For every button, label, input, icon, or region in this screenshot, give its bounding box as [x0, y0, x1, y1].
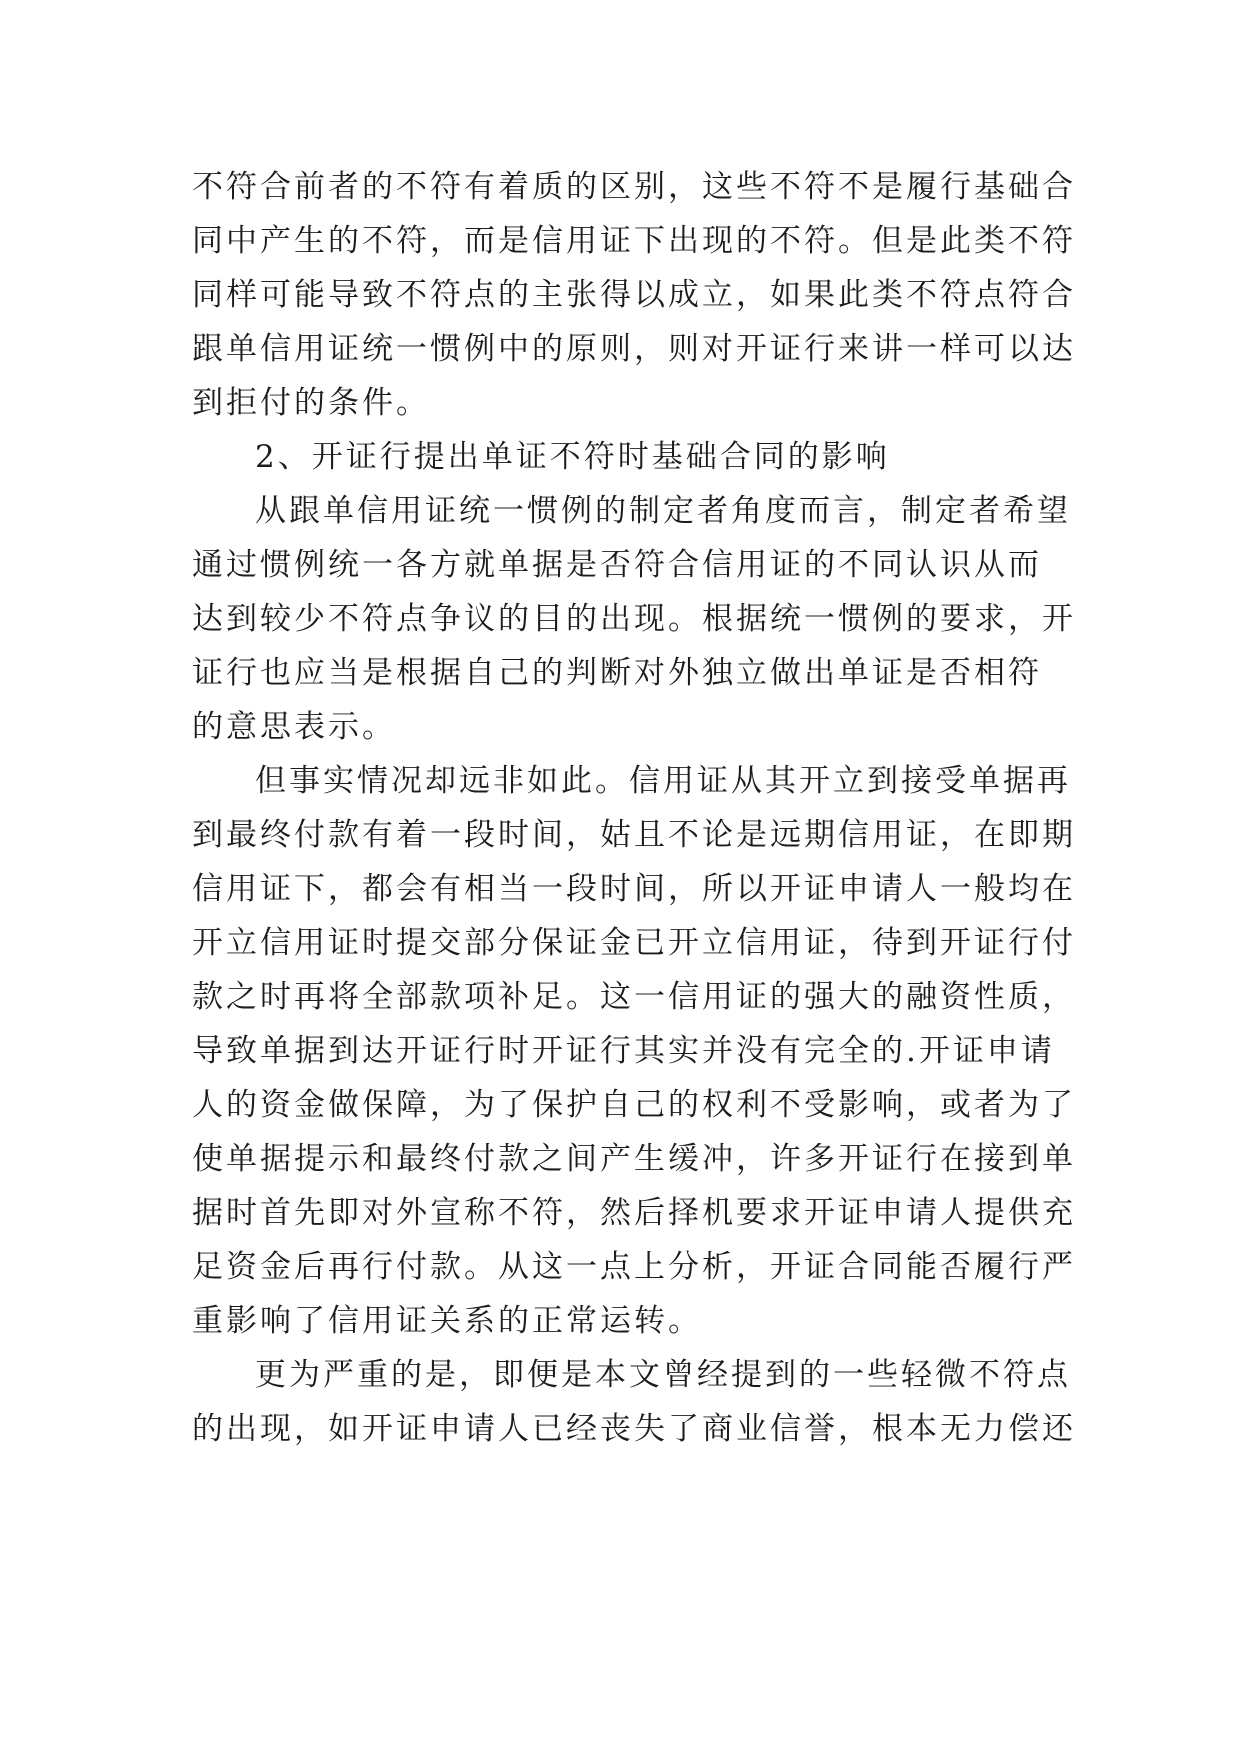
text-line: 更为严重的是，即便是本文曾经提到的一些轻微不符点: [255, 1357, 1071, 1393]
text-line: 重影响了信用证关系的正常运转。: [192, 1303, 702, 1339]
text-line: 到最终付款有着一段时间，姑且不论是远期信用证，在即期: [192, 817, 1076, 853]
text-line: 同样可能导致不符点的主张得以成立，如果此类不符点符合: [192, 277, 1076, 313]
paragraph: [192, 430, 1052, 484]
text-line: 不符合前者的不符有着质的区别，这些不符不是履行基础合: [192, 169, 1076, 205]
paragraph: [192, 160, 1076, 430]
text-line: 通过惯例统一各方就单据是否符合信用证的不同认识从而: [192, 547, 1042, 583]
text-line: 足资金后再行付款。从这一点上分析，开证合同能否履行严: [192, 1249, 1076, 1285]
text-line: 证行也应当是根据自己的判断对外独立做出单证是否相符: [192, 655, 1042, 691]
text-line: 开立信用证时提交部分保证金已开立信用证，待到开证行付: [192, 925, 1076, 961]
paragraph: [192, 484, 1076, 754]
text-line: 的意思表示。: [192, 709, 396, 745]
text-line: 从跟单信用证统一惯例的制定者角度而言，制定者希望: [255, 493, 1071, 529]
text-line: 导致单据到达开证行时开证行其实并没有完全的.开证申请: [192, 1033, 1055, 1069]
paragraph: [192, 754, 1076, 1348]
body-text: [192, 160, 1076, 1456]
text-line: 2、开证行提出单证不符时基础合同的影响: [255, 439, 890, 475]
paragraph: [192, 1348, 1076, 1456]
text-line: 使单据提示和最终付款之间产生缓冲，许多开证行在接到单: [192, 1141, 1076, 1177]
text-line: 据时首先即对外宣称不符，然后择机要求开证申请人提供充: [192, 1195, 1076, 1231]
text-line: 但事实情况却远非如此。信用证从其开立到接受单据再: [255, 763, 1071, 799]
text-line: 的出现，如开证申请人已经丧失了商业信誉，根本无力偿还: [192, 1411, 1076, 1447]
text-line: 到拒付的条件。: [192, 385, 430, 421]
text-line: 人的资金做保障，为了保护自己的权利不受影响，或者为了: [192, 1087, 1076, 1123]
text-line: 款之时再将全部款项补足。这一信用证的强大的融资性质，: [192, 979, 1076, 1015]
text-line: 同中产生的不符，而是信用证下出现的不符。但是此类不符: [192, 223, 1076, 259]
text-line: 跟单信用证统一惯例中的原则，则对开证行来讲一样可以达: [192, 331, 1076, 367]
text-line: 达到较少不符点争议的目的出现。根据统一惯例的要求，开: [192, 601, 1076, 637]
text-line: 信用证下，都会有相当一段时间，所以开证申请人一般均在: [192, 871, 1076, 907]
